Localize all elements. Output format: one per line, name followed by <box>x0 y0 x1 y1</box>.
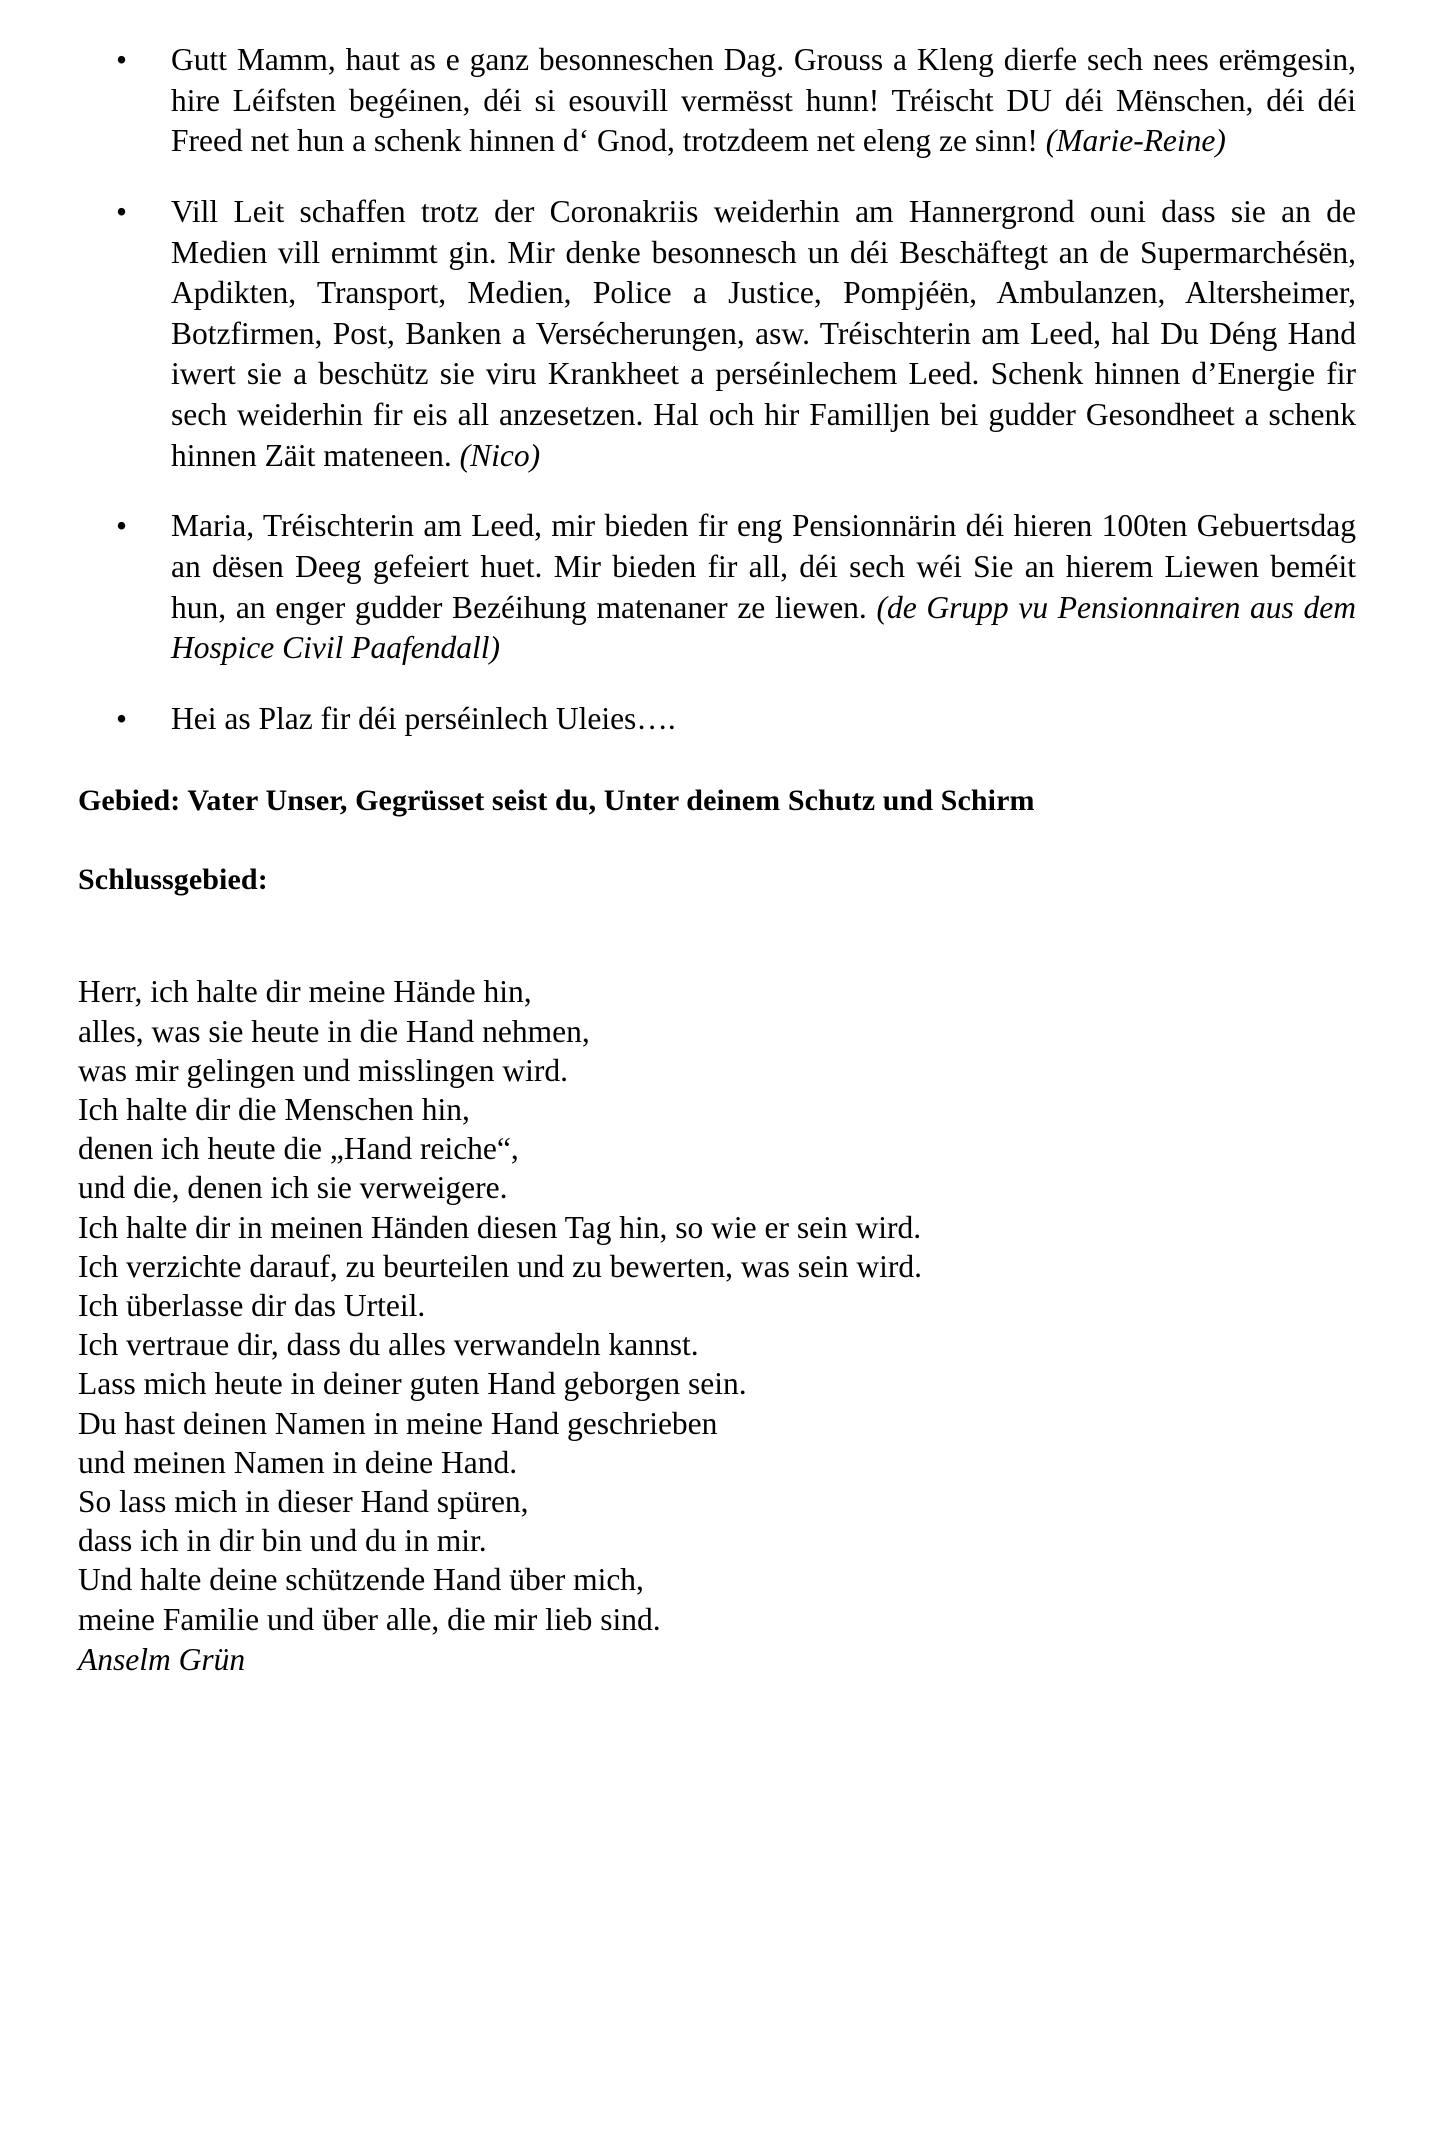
intention-attribution: (Nico) <box>459 437 541 473</box>
prayer-line: Herr, ich halte dir meine Hände hin, <box>78 974 532 1010</box>
intention-text <box>171 192 1356 476</box>
prayer-line: So lass mich in dieser Hand spüren, <box>78 1484 529 1520</box>
intention-body: Vill Leit schaffen trotz der Coronakriis weiderhin am Hannergrond ouni dass sie an de Medien vill ernimmt gin. Mir denke besonnesch un déi Beschäftegt an de Supermarchésën, Apdikten, Transport, Medien, Police a Justice, Pompjéën, Ambulanzen, Altersheimer, Botzfirmen, Post, Banken a Versécherungen, asw. Tréischterin am Leed, hal Du Déng Hand iwert sie a beschütz sie viru Krankheet a perséinlechem Leed. Schenk hinnen d’Energie fir sech weiderhin fir eis all anzesetzen. Hal och hir Familljen bei gudder Gesondheet a schenk hinnen Zäit mateneen. <box>171 193 1356 473</box>
closing-prayer <box>78 972 1356 1679</box>
intention-body: Gutt Mamm, haut as e ganz besonneschen Dag. Grouss a Kleng dierfe sech nees erëmgesin, hire Léifsten begéinen, déi si esouvill vermësst hunn! Tréischt DU déi Mënschen, déi déi Freed net hun a schenk hinnen d‘ Gnod, trotzdeem net eleng ze sinn! <box>171 42 1356 159</box>
prayer-line: Ich vertraue dir, dass du alles verwandeln kannst. <box>78 1327 699 1363</box>
prayer-line: Ich überlasse dir das Urteil. <box>78 1288 426 1323</box>
bullet-icon: • <box>116 193 128 229</box>
heading-schlussgebied: Schlussgebied: <box>78 863 268 897</box>
intention-attribution: (Marie-Reine) <box>1045 123 1226 159</box>
prayer-line: alles, was sie heute in die Hand nehmen, <box>78 1013 590 1049</box>
prayer-line: Ich halte dir in meinen Händen diesen Tag hin, so wie er sein wird. <box>78 1209 922 1245</box>
intention-attribution: (de Grupp vu Pensionnairen aus dem Hospice Civil Paafendall) <box>171 589 1356 666</box>
prayer-intentions-list <box>78 40 1356 739</box>
prayer-line: meine Familie und über alle, die mir lieb sind. <box>78 1601 661 1637</box>
prayer-line: was mir gelingen und misslingen wird. <box>78 1052 568 1088</box>
prayer-author: Anselm Grün <box>78 1641 246 1677</box>
list-item <box>78 699 1356 740</box>
intention-text <box>171 699 1356 740</box>
list-item <box>78 192 1356 476</box>
list-item <box>78 40 1356 162</box>
list-item <box>78 506 1356 669</box>
intention-body: Maria, Tréischterin am Leed, mir bieden fir eng Pensionnärin déi hieren 100ten Gebuertsdag an dësen Deeg gefeiert huet. Mir bieden fir all, déi sech wéi Sie an hierem Liewen beméit hun, an enger gudder Bezéihung matenaner ze liewen. <box>171 508 1356 625</box>
prayer-line: Du hast deinen Namen in meine Hand geschrieben <box>78 1405 718 1441</box>
heading-gebied: Gebied: Vater Unser, Gegrüsset seist du, Unter deinem Schutz und Schirm <box>78 784 1035 818</box>
intention-text <box>171 40 1356 162</box>
bullet-icon: • <box>116 508 128 544</box>
bullet-icon: • <box>116 42 128 77</box>
prayer-line: Lass mich heute in deiner guten Hand geborgen sein. <box>78 1366 747 1402</box>
prayer-line: und meinen Namen in deine Hand. <box>78 1444 518 1480</box>
prayer-line: Ich halte dir die Menschen hin, <box>78 1091 470 1127</box>
prayer-line: dass ich in dir bin und du in mir. <box>78 1523 487 1559</box>
prayer-line: denen ich heute die „Hand reiche“, <box>78 1131 519 1167</box>
prayer-line: und die, denen ich sie verweigere. <box>78 1170 508 1206</box>
intention-text <box>171 506 1356 669</box>
page-content <box>78 40 1356 1679</box>
prayer-line: Ich verzichte darauf, zu beurteilen und zu bewerten, was sein wird. <box>78 1248 923 1284</box>
prayer-line: Und halte deine schützende Hand über mich, <box>78 1562 644 1598</box>
intention-body: Hei as Plaz fir déi perséinlech Uleies…. <box>171 700 676 736</box>
bullet-icon: • <box>116 700 128 736</box>
